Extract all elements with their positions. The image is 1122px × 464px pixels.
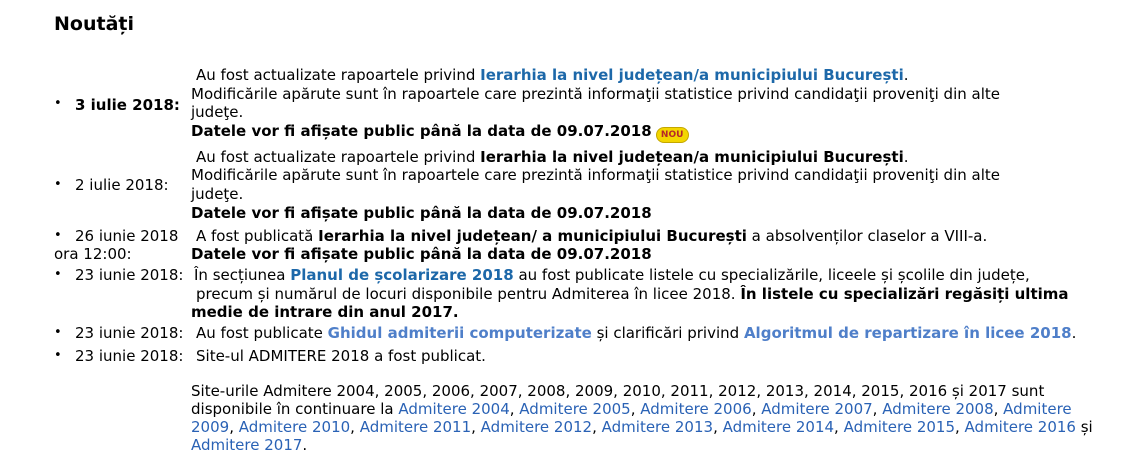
news-date: 26 iunie 2018 [75, 227, 179, 245]
news-text: precum și numărul de locuri disponibile pentru Admiterea în licee 2018. [196, 285, 741, 303]
news-notice: Datele vor fi afișate public până la data de 09.07.2018 [191, 204, 652, 222]
archive-text: și [1075, 418, 1093, 436]
archive-line: disponibile în continuare la Admitere 2004, Admitere 2005, Admitere 2006, Admitere 2007, Admitere 2008, Admitere [191, 400, 1072, 418]
archive-text: . [302, 436, 308, 454]
news-line [196, 66, 909, 84]
news-line [196, 324, 1076, 342]
news-bold-text: . [452, 303, 459, 321]
news-line [196, 148, 909, 166]
bullet: • [54, 325, 62, 340]
admitere-2009-link-part2[interactable]: 2009 [191, 418, 230, 436]
news-line [196, 227, 987, 245]
algoritmul-repartizare-link[interactable]: Algoritmul de repartizare în licee 2018 [743, 324, 1072, 342]
admitere-2012-link[interactable]: Admitere 2012 [480, 418, 593, 436]
admitere-2009-link-part1[interactable]: Admitere [1003, 400, 1072, 418]
news-line: judeţe. [191, 103, 244, 121]
admitere-2007-link[interactable]: Admitere 2007 [761, 400, 873, 418]
news-line: Modificările apărute sunt în rapoartele care prezintă informaţii statistice privind candidaţii proveniţi din alte [191, 166, 1000, 184]
news-line [196, 285, 1069, 303]
news-time: ora 12:00: [54, 245, 132, 263]
news-text: Au fost publicate [196, 324, 328, 342]
admitere-2016-link[interactable]: Admitere 2016 [964, 418, 1076, 436]
new-badge-icon: NOU [656, 127, 689, 143]
bullet: • [54, 96, 62, 111]
news-text: au fost publicate listele cu specializările, liceele și școlile din județe, [513, 266, 1030, 284]
admitere-2004-link[interactable]: Admitere 2004 [398, 400, 510, 418]
archive-line: 2009, Admitere 2010, Admitere 2011, Admitere 2012, Admitere 2013, Admitere 2014, Admitere 2015, Admitere 2016 și [191, 418, 1093, 436]
news-line: judeţe. [191, 185, 244, 203]
news-text: Au fost actualizate rapoartele privind [196, 66, 481, 84]
news-date: 23 iunie 2018: [75, 324, 184, 342]
bullet: • [54, 267, 62, 282]
admitere-2015-link[interactable]: Admitere 2015 [843, 418, 955, 436]
news-text: . [1071, 324, 1077, 342]
news-date: 3 iulie 2018: [75, 96, 180, 114]
bullet: • [54, 228, 62, 243]
news-line [191, 303, 459, 321]
news-text: . [903, 148, 909, 166]
news-line [194, 266, 1030, 284]
news-line: Site-ul ADMITERE 2018 a fost publicat. [196, 347, 486, 365]
news-bold-text: Ierarhia la nivel județean/a municipiului București [480, 148, 904, 166]
admitere-2010-link[interactable]: Admitere 2010 [238, 418, 351, 436]
admitere-2014-link[interactable]: Admitere 2014 [722, 418, 835, 436]
news-text: a absolvenților claselor a VIII-a. [746, 227, 988, 245]
admitere-2005-link[interactable]: Admitere 2005 [519, 400, 631, 418]
admitere-2017-link[interactable]: Admitere 2017 [191, 436, 303, 454]
news-text: . [903, 66, 909, 84]
admitere-2013-link[interactable]: Admitere 2013 [601, 418, 714, 436]
news-text: și clarificări privind [591, 324, 744, 342]
news-line: Modificările apărute sunt în rapoartele care prezintă informaţii statistice privind candidaţii proveniţi din alte [191, 85, 1000, 103]
news-notice [191, 122, 689, 143]
bullet: • [54, 177, 62, 192]
news-notice: Datele vor fi afișate public până la data de 09.07.2018 [191, 245, 652, 263]
archive-text: Site-urile Admitere 2004, 2005, 2006, 2007, 2008, 2009, 2010, 2011, 2012, 2013, 2014, 2015, 2016 și 2017 sunt [191, 382, 1045, 400]
news-bold-text: medie de intrare din anul 2017 [191, 303, 453, 321]
news-date: 2 iulie 2018: [75, 176, 169, 194]
ghidul-admiterii-link[interactable]: Ghidul admiterii computerizate [327, 324, 592, 342]
admitere-2008-link[interactable]: Admitere 2008 [882, 400, 994, 418]
news-text: Au fost actualizate rapoartele privind [196, 148, 481, 166]
news-text: A fost publicată [196, 227, 319, 245]
archive-text: disponibile în continuare la [191, 400, 399, 418]
archive-line [191, 436, 307, 454]
news-bold-text: În listele cu specializări regăsiți ultima [740, 285, 1069, 303]
admitere-2011-link[interactable]: Admitere 2011 [359, 418, 472, 436]
bullet: • [54, 348, 62, 363]
news-date: 23 iunie 2018: [75, 266, 184, 284]
news-date: 23 iunie 2018: [75, 347, 184, 365]
news-text: În secțiunea [194, 266, 291, 284]
planul-scolarizare-link[interactable]: Planul de școlarizare 2018 [290, 266, 514, 284]
page-title: Noutăți [54, 13, 134, 35]
ierarhia-link[interactable]: Ierarhia la nivel județean/a municipiului București [480, 66, 904, 84]
notice-text: Datele vor fi afișate public până la data de 09.07.2018 [191, 122, 652, 140]
admitere-2006-link[interactable]: Admitere 2006 [640, 400, 752, 418]
news-bold-text: Ierarhia la nivel județean/ a municipiului București [318, 227, 747, 245]
